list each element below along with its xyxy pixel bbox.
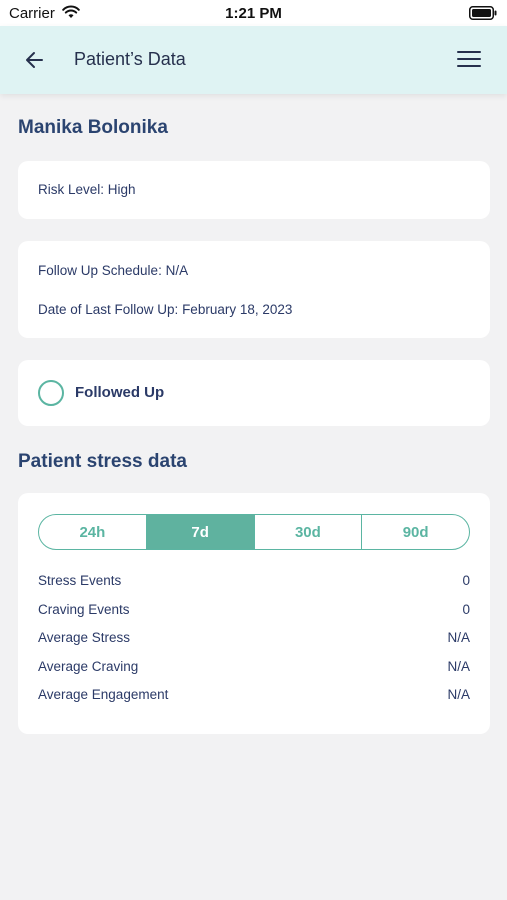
stat-label: Average Craving <box>38 659 139 674</box>
risk-level-text: Risk Level: High <box>38 182 136 197</box>
followed-up-radio[interactable] <box>38 380 64 406</box>
back-button[interactable] <box>22 48 48 72</box>
stat-value: N/A <box>447 659 470 674</box>
range-tab-7d[interactable]: 7d <box>147 515 255 549</box>
range-tab-24h[interactable]: 24h <box>39 515 147 549</box>
stat-row-craving-events <box>38 602 470 620</box>
stat-label: Craving Events <box>38 602 130 617</box>
carrier-label: Carrier <box>9 5 55 22</box>
stat-value: 0 <box>462 602 470 617</box>
range-tab-30d[interactable]: 30d <box>255 515 363 549</box>
hamburger-menu-icon <box>457 50 481 68</box>
followed-up-card[interactable] <box>18 360 490 426</box>
stat-label: Average Stress <box>38 630 131 645</box>
stress-section-title: Patient stress data <box>18 451 187 472</box>
page-title: Patient’s Data <box>74 49 186 69</box>
clock-time: 1:21 PM <box>225 5 282 22</box>
range-tab-90d[interactable]: 90d <box>402 523 429 541</box>
time-range-selector <box>38 514 470 550</box>
last-follow-up-text: Date of Last Follow Up: February 18, 2023 <box>38 302 293 317</box>
menu-button[interactable] <box>457 50 481 68</box>
stat-row-stress-events <box>38 573 470 591</box>
follow-up-schedule-text: Follow Up Schedule: N/A <box>38 263 189 278</box>
stat-row-average-stress <box>38 630 470 648</box>
stat-label: Stress Events <box>38 573 122 588</box>
stress-data-card <box>18 493 490 734</box>
stat-value: N/A <box>447 630 470 645</box>
app-bar <box>0 26 507 94</box>
follow-up-card <box>18 241 490 338</box>
stat-value: 0 <box>462 573 470 588</box>
stat-label: Average Engagement <box>38 687 169 702</box>
status-bar <box>0 0 507 26</box>
stat-value: N/A <box>447 687 470 702</box>
arrow-left-icon <box>22 48 48 72</box>
stat-row-average-engagement <box>38 687 470 705</box>
risk-level-card <box>18 161 490 219</box>
battery-icon <box>469 6 497 20</box>
followed-up-label: Followed Up <box>75 384 165 401</box>
patient-name: Manika Bolonika <box>18 117 168 138</box>
stat-row-average-craving <box>38 659 470 677</box>
